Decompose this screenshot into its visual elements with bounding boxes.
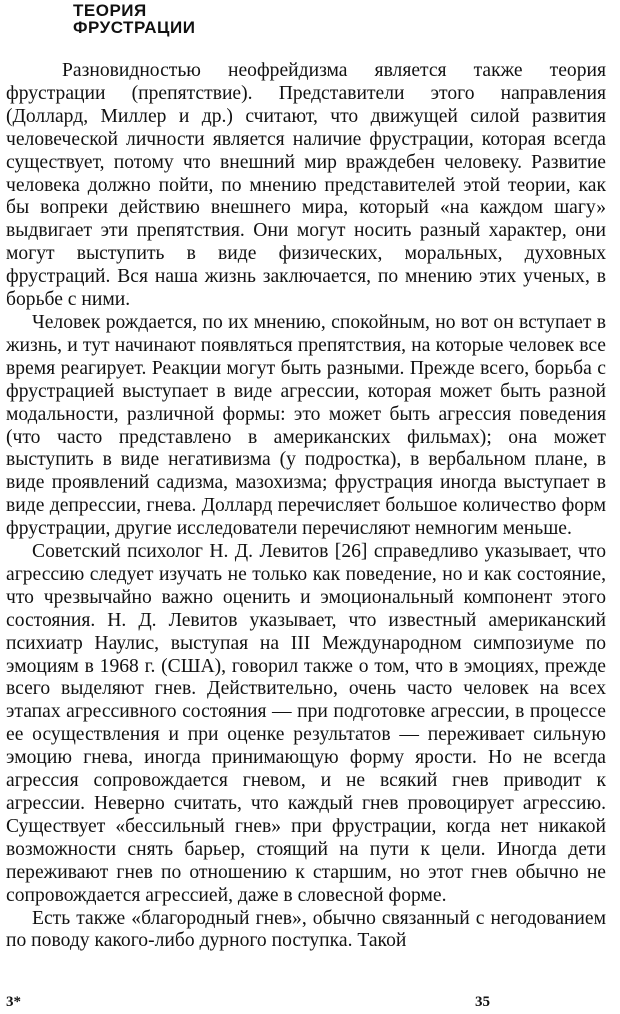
- paragraph: Есть также «благородный гнев», обычно связанный с негодованием по поводу какого-либо дурного поступка. Такой: [6, 907, 606, 952]
- body-text: [6, 60, 606, 953]
- paragraph: Разновидностью неофрейдизма является также теория фрустрации (препятствие). Представители этого направления (Доллард, Миллер и др.) считают, что движущей силой развития человеческой личности является наличие фрустрации, которая всегда существует, потому что внешний мир враждебен человеку. Развитие человека должно пойти, по мнению представителей этой теории, как бы вопреки действию внешнего мира, который «на каждом шагу» выдвигает эти препятствия. Они могут носить разный характер, они могут выступить в виде физических, моральных, духовных фрустраций. Вся наша жизнь заключается, по мнению этих ученых, в борьбе с ними.: [6, 60, 606, 311]
- section-heading-line-2: ФРУСТРАЦИИ: [73, 18, 196, 37]
- paragraph: Советский психолог Н. Д. Левитов [26] справедливо указывает, что агрессию следует изучать не только как поведение, но и как состояние, что чрезвычайно важно оценить и эмоциональный компонент этого состояния. Н. Д. Левитов указывает, что известный американский психиатр Наулис, выступая на III Международном симпозиуме по эмоциям в 1968 г. (США), говорил также о том, что в эмоциях, прежде всего выделяют гнев. Действительно, очень часто человек на всех этапах агрессивного состояния — при подготовке агрессии, в процессе ее осуществления и при оценке результатов — переживает сильную эмоцию гнева, иногда принимающую форму ярости. Но не всегда агрессия сопровождается гневом, и не всякий гнев приводит к агрессии. Неверно считать, что каждый гнев провоцирует агрессию. Существует «бессильный гнев» при фрустрации, когда нет никакой возможности снять барьер, стоящий на пути к цели. Иногда дети переживают гнев по отношению к старшим, но этот гнев обычно не сопровождается агрессией, даже в словесной форме.: [6, 541, 606, 906]
- page-number: 35: [475, 994, 490, 1010]
- signature-mark: 3*: [6, 994, 21, 1010]
- section-heading: [73, 2, 195, 36]
- paragraph: Человек рождается, по их мнению, спокойным, но вот он вступает в жизнь, и тут начинают появляться препятствия, на которые человек все время реагирует. Реакции могут быть разными. Прежде всего, борьба с фрустрацией выступает в виде агрессии, которая может быть разной модальности, различной формы: это может быть агрессия поведения (что часто представлено в американских фильмах); она может выступить в виде негативизма (у подростка), в вербальном плане, в виде проявлений садизма, мазохизма; фрустрация иногда выступает в виде депрессии, гнева. Доллард перечисляет большое количество форм фрустрации, другие исследователи перечисляют немногим меньше.: [6, 311, 606, 540]
- section-heading-line-1: ТЕОРИЯ: [73, 1, 147, 20]
